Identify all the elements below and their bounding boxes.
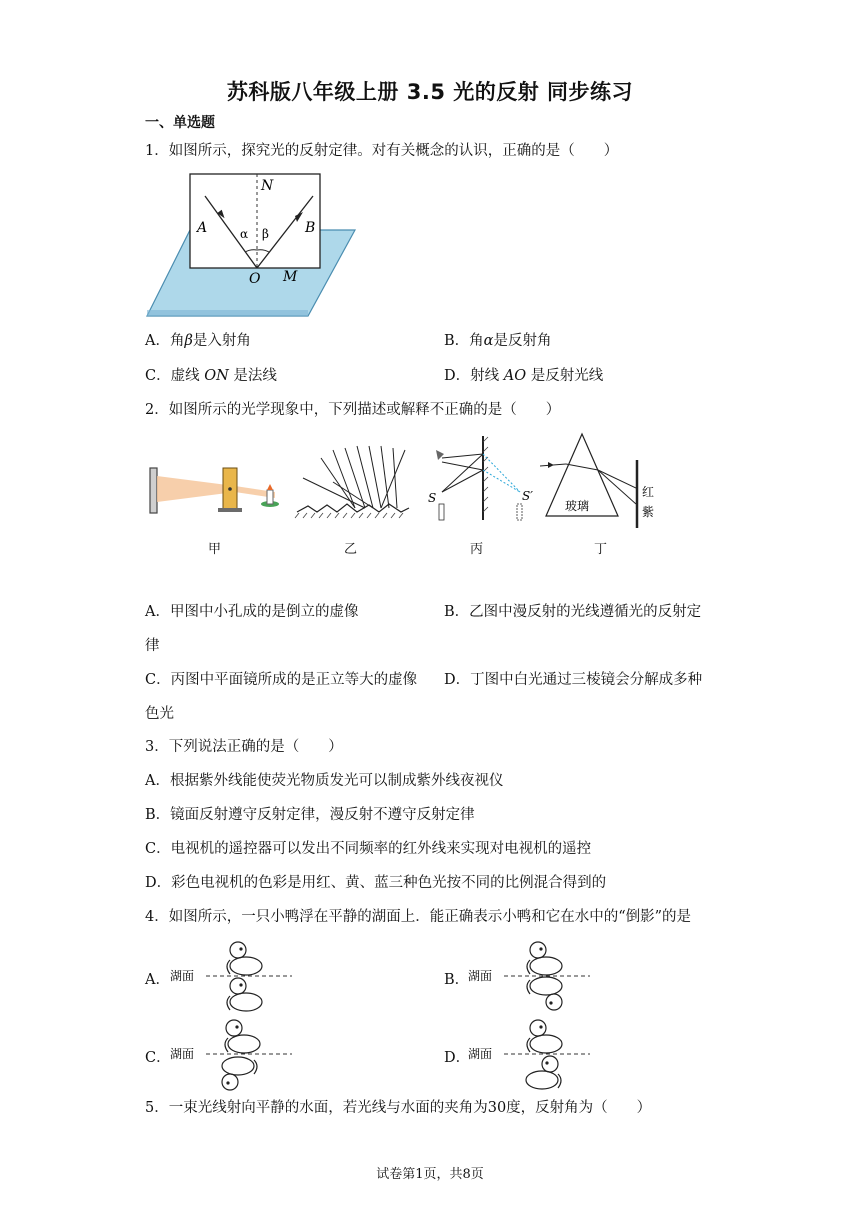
q1-option-d[interactable]: D．射线 AO 是反射光线 bbox=[444, 368, 604, 384]
lake-label-a: 湖面 bbox=[170, 969, 195, 983]
label-n: N bbox=[261, 178, 274, 194]
label-b: B bbox=[305, 220, 316, 236]
label-glass: 玻璃 bbox=[565, 499, 590, 513]
label-beta: β bbox=[262, 227, 269, 241]
duck-figure-b bbox=[466, 940, 596, 1020]
figure-ding-prism bbox=[540, 430, 665, 530]
figure-label-bing: 丙 bbox=[470, 542, 484, 557]
label-alpha: α bbox=[240, 227, 249, 241]
question-4-stem: 4．如图所示，一只小鸭浮在平静的湖面上．能正确表示小鸭和它在水中的“倒影”的是 bbox=[145, 909, 692, 925]
section-heading: 一、单选题 bbox=[145, 115, 215, 131]
figure-jia-pinhole bbox=[145, 458, 285, 523]
figure-bing-mirror bbox=[428, 432, 538, 527]
q2-option-d-cont: 色光 bbox=[145, 706, 174, 722]
figure-label-jia: 甲 bbox=[208, 542, 222, 557]
q4-option-d[interactable]: D． bbox=[444, 1050, 471, 1066]
page-title: 苏科版八年级上册 3.5 光的反射 同步练习 bbox=[226, 80, 634, 104]
question-5-stem: 5．一束光线射向平静的水面，若光线与水面的夹角为30度，反射角为（ ） bbox=[145, 1100, 652, 1116]
label-s-prime: S′ bbox=[522, 489, 533, 503]
q3-option-b[interactable]: B．镜面反射遵守反射定律，漫反射不遵守反射定律 bbox=[145, 807, 475, 823]
q4-option-a[interactable]: A． bbox=[145, 972, 170, 988]
q3-option-c[interactable]: C．电视机的遥控器可以发出不同频率的红外线来实现对电视机的遥控 bbox=[145, 841, 592, 857]
figure-label-ding: 丁 bbox=[594, 542, 608, 557]
q4-option-b[interactable]: B． bbox=[444, 972, 470, 988]
lake-label-d: 湖面 bbox=[468, 1047, 493, 1061]
q1-option-c[interactable]: C．虚线 ON 是法线 bbox=[145, 368, 277, 384]
label-o: O bbox=[249, 271, 261, 287]
duck-figure-c bbox=[168, 1018, 298, 1098]
duck-figure-a bbox=[168, 940, 298, 1020]
q2-option-d[interactable]: D．丁图中白光通过三棱镜会分解成多种 bbox=[444, 672, 703, 688]
label-red: 红 bbox=[642, 485, 655, 499]
question-3-stem: 3．下列说法正确的是（ ） bbox=[145, 739, 343, 755]
reflection-law-figure bbox=[145, 168, 360, 318]
question-2-stem: 2．如图所示的光学现象中，下列描述或解释不正确的是（ ） bbox=[145, 402, 561, 418]
q2-option-a[interactable]: A．甲图中小孔成的是倒立的虚像 bbox=[145, 604, 359, 620]
question-1-stem: 1．如图所示，探究光的反射定律。对有关概念的认识，正确的是（ ） bbox=[145, 143, 619, 159]
q2-option-b-cont: 律 bbox=[145, 638, 160, 654]
lake-label-c: 湖面 bbox=[170, 1047, 195, 1061]
q2-option-c[interactable]: C．丙图中平面镜所成的是正立等大的虚像 bbox=[145, 672, 418, 688]
q4-option-c[interactable]: C． bbox=[145, 1050, 171, 1066]
label-a: A bbox=[197, 220, 208, 236]
label-m: M bbox=[283, 269, 298, 285]
q1-option-a[interactable]: A．角β是入射角 bbox=[145, 333, 251, 349]
lake-label-b: 湖面 bbox=[468, 969, 493, 983]
q2-option-b[interactable]: B．乙图中漫反射的光线遵循光的反射定 bbox=[444, 604, 702, 620]
label-violet: 紫 bbox=[642, 505, 655, 519]
duck-figure-d bbox=[466, 1018, 596, 1098]
q3-option-a[interactable]: A．根据紫外线能使荧光物质发光可以制成紫外线夜视仪 bbox=[145, 773, 504, 789]
q1-option-b[interactable]: B．角α是反射角 bbox=[444, 333, 552, 349]
label-s: S bbox=[428, 491, 437, 505]
q3-option-d[interactable]: D．彩色电视机的色彩是用红、黄、蓝三种色光按不同的比例混合得到的 bbox=[145, 875, 607, 891]
page-footer: 试卷第1页，共8页 bbox=[376, 1167, 484, 1182]
figure-label-yi: 乙 bbox=[344, 542, 358, 557]
figure-yi-diffuse bbox=[293, 442, 413, 522]
